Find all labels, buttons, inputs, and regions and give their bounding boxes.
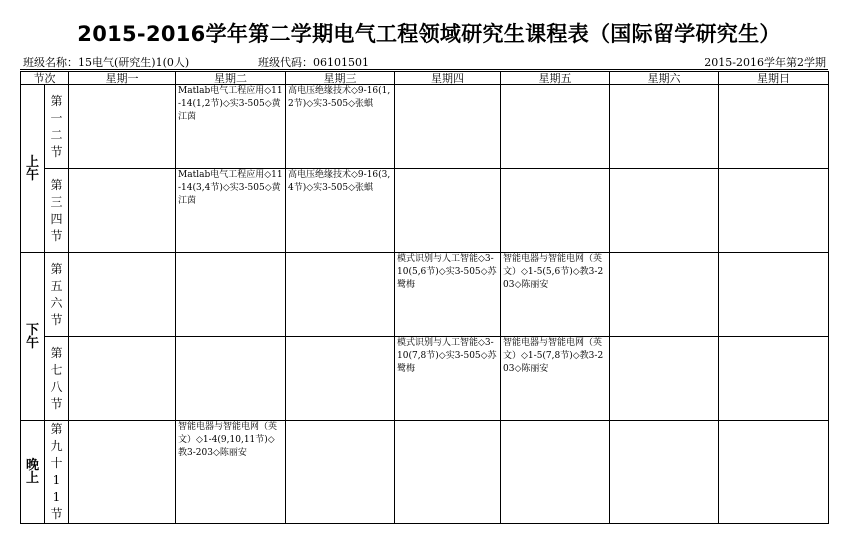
class-info-bar	[20, 56, 828, 70]
course-cell[interactable]	[719, 337, 829, 421]
day-header-tue: 星期二	[176, 72, 286, 85]
course-cell[interactable]	[176, 85, 286, 169]
section-label: 第五六节	[50, 261, 63, 327]
course-entry: Matlab电气工程应用◇11-14(3,4节)◇实3-505◇黄江茵	[178, 170, 283, 206]
header-row	[21, 72, 829, 85]
period-label: 上午	[25, 154, 39, 183]
course-cell[interactable]	[286, 421, 395, 524]
day-header-thu: 星期四	[395, 72, 501, 85]
day-header-fri: 星期五	[501, 72, 610, 85]
class-code: 班级代码：06101501	[258, 56, 369, 69]
course-cell[interactable]	[176, 253, 286, 337]
course-cell[interactable]	[69, 85, 176, 169]
section-cell	[45, 85, 69, 169]
course-entry: 智能电器与智能电网（英文）◇1-5(5,6节)◇教3-203◇陈丽安	[503, 254, 604, 290]
course-cell[interactable]	[176, 337, 286, 421]
day-header-mon: 星期一	[69, 72, 176, 85]
course-cell[interactable]	[286, 253, 395, 337]
section-cell	[45, 169, 69, 253]
course-cell[interactable]	[610, 253, 719, 337]
table-row	[21, 337, 829, 421]
course-entry: 高电压绝缘技术◇9-16(3,4节)◇实3-505◇张蜞	[288, 170, 391, 193]
course-cell[interactable]	[610, 169, 719, 253]
table-row	[21, 421, 829, 524]
course-entry: 智能电器与智能电网（英文）◇1-5(7,8节)◇教3-203◇陈丽安	[503, 338, 604, 374]
period-morning	[21, 85, 45, 253]
course-cell[interactable]	[395, 337, 501, 421]
course-cell[interactable]	[501, 337, 610, 421]
course-cell[interactable]	[395, 253, 501, 337]
section-header: 节次	[21, 72, 69, 85]
period-label: 晚上	[25, 458, 39, 486]
course-cell[interactable]	[501, 421, 610, 524]
section-cell	[45, 421, 69, 524]
course-cell[interactable]	[69, 421, 176, 524]
course-cell[interactable]	[69, 253, 176, 337]
course-cell[interactable]	[719, 169, 829, 253]
course-cell[interactable]	[610, 421, 719, 524]
section-label: 第九十11节	[50, 422, 63, 521]
course-cell[interactable]	[501, 169, 610, 253]
day-header-sat: 星期六	[610, 72, 719, 85]
course-cell[interactable]	[395, 85, 501, 169]
class-name: 班级名称：15电气(研究生)1(0人)	[23, 56, 190, 69]
period-label: 下午	[25, 322, 39, 351]
course-cell[interactable]	[395, 169, 501, 253]
course-cell[interactable]	[176, 421, 286, 524]
term-label: 2015-2016学年第2学期	[704, 56, 826, 69]
schedule-title: 2015-2016学年第二学期电气工程领域研究生课程表（国际留学研究生）	[77, 22, 781, 46]
course-cell[interactable]	[719, 421, 829, 524]
course-cell[interactable]	[286, 169, 395, 253]
course-cell[interactable]	[719, 85, 829, 169]
period-afternoon	[21, 253, 45, 421]
day-header-sun: 星期日	[719, 72, 829, 85]
course-cell[interactable]	[69, 337, 176, 421]
section-cell	[45, 253, 69, 337]
course-entry: 智能电器与智能电网（英文）◇1-4(9,10,11节)◇教3-203◇陈丽安	[178, 422, 278, 458]
section-label: 第七八节	[50, 345, 63, 411]
course-cell[interactable]	[176, 169, 286, 253]
course-entry: 模式识别与人工智能◇3-10(7,8节)◇实3-505◇苏鹭梅	[397, 338, 497, 374]
course-cell[interactable]	[286, 337, 395, 421]
table-row	[21, 253, 829, 337]
course-cell[interactable]	[719, 253, 829, 337]
table-row	[21, 169, 829, 253]
course-cell[interactable]	[395, 421, 501, 524]
course-entry: 模式识别与人工智能◇3-10(5,6节)◇实3-505◇苏鹭梅	[397, 254, 497, 290]
section-label: 第三四节	[50, 177, 63, 243]
course-cell[interactable]	[69, 169, 176, 253]
course-cell[interactable]	[286, 85, 395, 169]
course-cell[interactable]	[610, 85, 719, 169]
course-cell[interactable]	[501, 85, 610, 169]
timetable	[20, 71, 829, 524]
section-cell	[45, 337, 69, 421]
day-header-wed: 星期三	[286, 72, 395, 85]
period-evening	[21, 421, 45, 524]
course-cell[interactable]	[501, 253, 610, 337]
course-entry: 高电压绝缘技术◇9-16(1,2节)◇实3-505◇张蜞	[288, 86, 391, 109]
course-entry: Matlab电气工程应用◇11-14(1,2节)◇实3-505◇黄江茵	[178, 86, 283, 122]
course-cell[interactable]	[610, 337, 719, 421]
section-label: 第一二节	[50, 93, 63, 159]
table-row	[21, 85, 829, 169]
